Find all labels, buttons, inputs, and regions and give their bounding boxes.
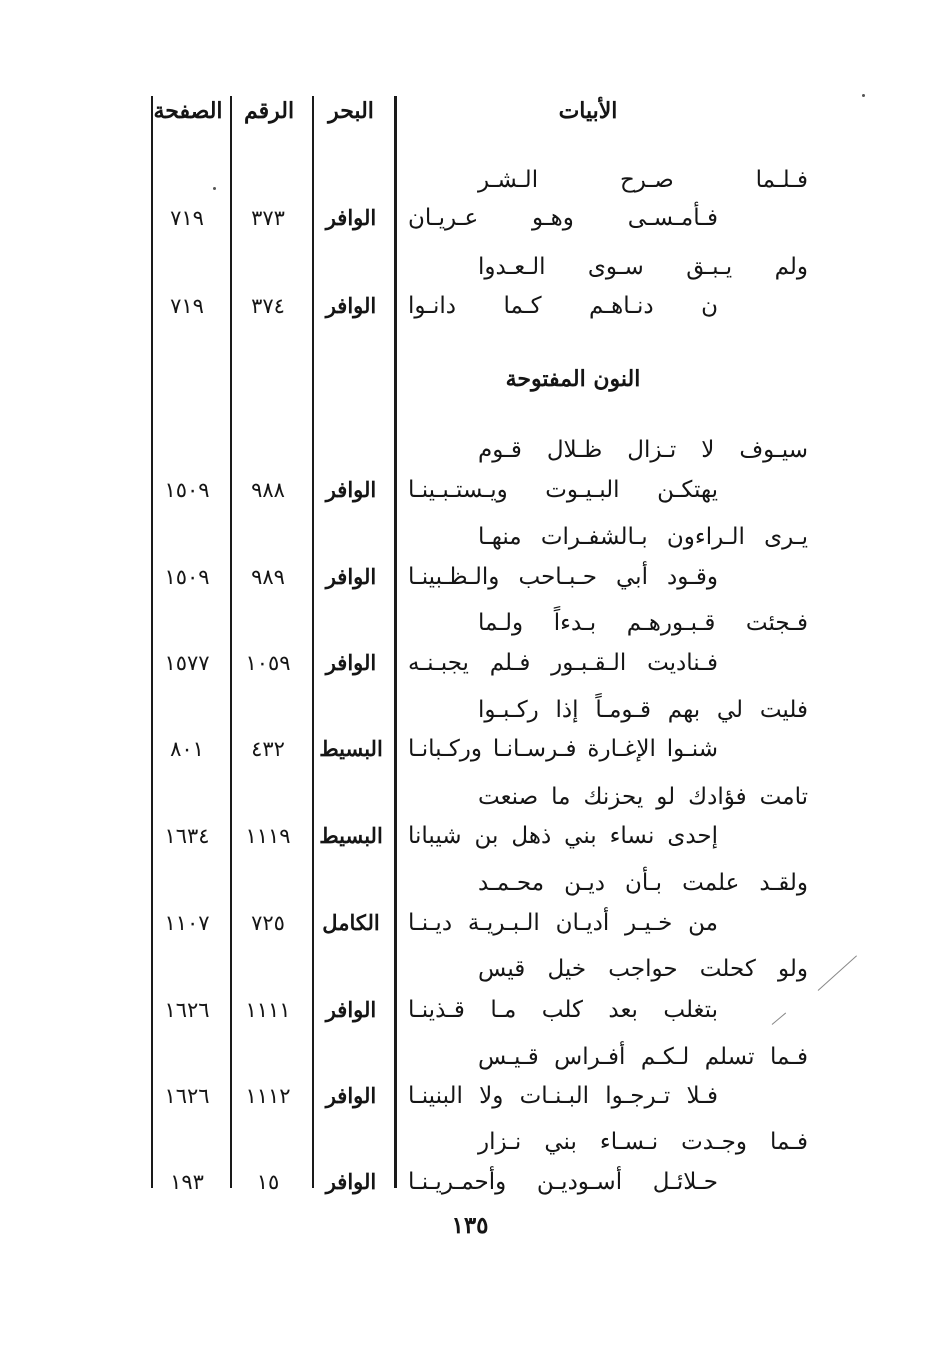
verse-second-hemistich: من خـيـر أديـان الـبـريـة ديـنـا [408,910,718,936]
scan-scratch [818,955,857,991]
verse-second-hemistich: شنـوا الإغـارة فـرسـانـا وركـبانـا [408,736,718,762]
verse-second-hemistich: إحدى نساء بني ذهل بن شيبانا [408,823,718,849]
verse-second-hemistich: حـلائـل أسـوديـن وأحمـريـنـا [408,1169,718,1195]
verse-second-hemistich: فـلا تـرجـوا البـنـات ولا البنينـا [408,1083,718,1109]
page-cell: ٨٠١ [170,737,204,761]
number-cell: ٣٧٣ [251,206,285,230]
header-number: الرقم [243,98,295,124]
verse-second-hemistich: ن دنـاهـم كـما دانـوا [408,293,718,319]
meter-cell: البسيط [319,736,383,761]
verse-first-hemistich: يـرى الـراءون بـالشفـرات منهـا [478,524,808,550]
verse-second-hemistich: يهتكـن البـيـوت ويـستـبـينـا [408,477,718,503]
page-cell: ١٥٠٩ [164,478,210,502]
page-cell: ١٦٣٤ [164,824,210,848]
verse-first-hemistich: فليت لي بهم قـومـاً إذا ركـبـوا [478,697,808,723]
meter-cell: الوافر [325,650,377,675]
verse-second-hemistich: وقـود أبي حـبـاحب والـظـبينـا [408,564,718,590]
verse-first-hemistich: تامت فؤادك لو يحزنك ما صنعت [478,784,808,810]
meter-cell: الوافر [325,997,377,1022]
page-cell: ١٥٧٧ [164,651,210,675]
page-cell: ١٩٣ [170,1170,204,1194]
page-cell: ٧١٩ [170,294,204,318]
number-cell: ١٠٥٩ [245,651,291,675]
verse-second-hemistich: بتغلب بعد كلب مـا قـذينـا [408,997,718,1023]
scan-speck [862,94,865,97]
verse-first-hemistich: ولقـد علمت بـأن ديـن محـمـد [478,870,808,896]
number-cell: ٩٨٩ [251,565,285,589]
verse-first-hemistich: سيـوف لا تـزال ظـلال قـوم [478,437,808,463]
header-verses: الأبيات [558,98,618,124]
number-cell: ٤٣٢ [251,737,285,761]
meter-cell: الوافر [325,205,377,230]
page-cell: ٧١٩ [170,206,204,230]
verse-first-hemistich: فـما تسلم لـكـم أفـراس قـيـس [478,1044,808,1070]
meter-cell: الوافر [325,1083,377,1108]
verse-first-hemistich: فـما وجـدت نـسـاء بني نـزار [478,1129,808,1155]
page-cell: ١٥٠٩ [164,565,210,589]
number-cell: ١١١١ [245,998,291,1022]
page-cell: ١٦٢٦ [164,1084,210,1108]
page-number: ١٣٥ [451,1212,489,1239]
header-page: الصفحة [153,98,223,124]
verse-second-hemistich: فـأمـسـى وهـو عـريـان [408,205,718,231]
meter-cell: الوافر [325,293,377,318]
scan-scratch [772,1013,786,1025]
verse-first-hemistich: فـلـما صـرح الـشـر [478,167,808,193]
verse-first-hemistich: ولم يـبـق سـوى الـعـدوا [478,254,808,280]
section-heading: النون المفتوحة [505,366,641,392]
verse-first-hemistich: فـجئت قـبـورهـم بـدءاً ولـما [478,610,808,636]
meter-cell: الوافر [325,1169,377,1194]
scan-speck [213,187,216,190]
page-cell: ١٦٢٦ [164,998,210,1022]
meter-cell: الكامل [322,910,380,935]
number-cell: ١١١٩ [245,824,291,848]
meter-cell: الوافر [325,564,377,589]
number-cell: ١٥ [256,1170,280,1194]
meter-cell: الوافر [325,477,377,502]
header-meter: البحر [328,98,374,124]
verse-second-hemistich: فـناديت الـقـبـور فـلم يجبـنـه [408,650,718,676]
meter-cell: البسيط [319,823,383,848]
rule-meter-verses [394,96,397,1188]
number-cell: ٣٧٤ [251,294,285,318]
number-cell: ٩٨٨ [251,478,285,502]
number-cell: ٧٢٥ [251,911,285,935]
verse-first-hemistich: ولو كحلت حواجب خيل قيس [478,956,808,982]
page-cell: ١١٠٧ [164,911,210,935]
number-cell: ١١١٢ [245,1084,291,1108]
